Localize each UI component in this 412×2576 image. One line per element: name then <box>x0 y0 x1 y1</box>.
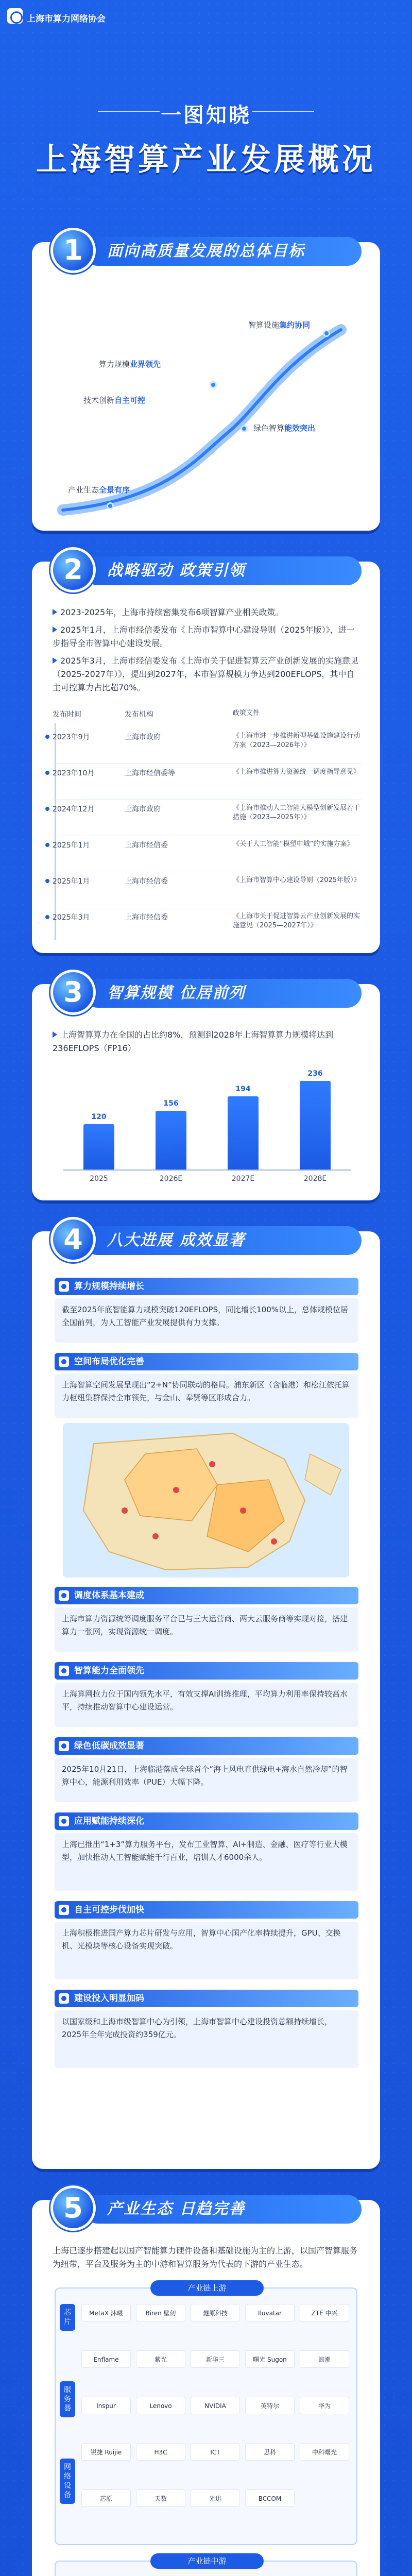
policy-row <box>53 732 362 759</box>
policy-bullet-text: 2025年1月，上海市经信委发布《上海市智算中心建设导则（2025年版）》，进一步指导全市智算中心建设发展。 <box>53 625 355 648</box>
ecosystem-category: 芯 片 <box>60 2304 75 2331</box>
chart-value-label: 194 <box>235 1085 251 1094</box>
section-3-title: 智算规模 位居前列 <box>83 979 362 1008</box>
company-logo: 光迅 <box>191 2489 240 2507</box>
progress-item-body: 上海算网拉力位于国内领先水平，有效支撑AI训练推理，平均算力利用率保持较高水平，持续推动智算中心建设运营。 <box>55 1683 358 1727</box>
map-graphic <box>63 1423 349 1578</box>
policy-doc: 《上海市智算中心建设导则（2025年版）》 <box>233 876 360 884</box>
goal-dot <box>323 330 330 337</box>
progress-item-body: 上海已推出“1+3”算力服务平台，发布工业智算、AI+制造、金融、医疗等行业大模型，加快推动人工智能赋能千行百业，培训人才6000余人。 <box>55 1833 358 1891</box>
timeline-dot <box>45 879 49 883</box>
progress-item-title-text: 自主可控步伐加快 <box>74 1905 144 1915</box>
company-logo: NVIDIA <box>191 2397 240 2414</box>
shanghai-map <box>63 1423 349 1578</box>
goal-dot <box>107 502 114 510</box>
policy-org: 上海市经信委 <box>125 877 168 886</box>
progress-item-body: 2025年10月21日，上海临港落成全球首个“海上风电直供绿电+海水自然冷却”的智算中心，能源利用效率（PUE）大幅下降。 <box>55 1758 358 1802</box>
company-logo: ICT <box>191 2443 240 2461</box>
goal-prefix: 技术创新 <box>83 396 115 405</box>
chart-bar <box>156 1111 186 1170</box>
computing-scale-chart <box>53 1061 362 1190</box>
company-logo: 中科曙光 <box>300 2443 349 2461</box>
section-4-card <box>32 1223 380 2169</box>
progress-item-title <box>55 1587 358 1604</box>
application-icon <box>59 1816 69 1826</box>
policy-date: 2023年10月 <box>53 769 95 777</box>
investment-icon <box>59 1993 69 2004</box>
section-1-title: 面向高质量发展的总体目标 <box>83 237 362 266</box>
section-2-card <box>32 553 380 953</box>
section-2-title: 战略驱动 政策引领 <box>83 556 362 585</box>
section-2-header <box>50 547 362 590</box>
section-3-number: 3 <box>50 970 96 1015</box>
progress-item-title-text: 算力规模持续增长 <box>74 1281 144 1292</box>
hero-title: 上海智算产业发展概况 <box>36 142 376 178</box>
ecosystem-group <box>55 2556 357 2576</box>
policy-bullet <box>53 606 362 619</box>
chart-bar <box>300 1081 331 1170</box>
leaf-icon <box>59 1741 69 1751</box>
progress-item-title-text: 空间布局优化完善 <box>74 1357 144 1367</box>
progress-item-body: 截至2025年底智能算力规模突破120EFLOPS，同比增长100%以上，总体规模位居全国前列，为人工智能产业发展提供有力支撑。 <box>55 1298 358 1343</box>
progress-item-title-text: 智算能力全面领先 <box>74 1666 144 1676</box>
goal-prefix: 产业生态 <box>68 485 99 495</box>
arrow-icon <box>53 626 57 633</box>
policy-org: 上海市经信委 <box>125 913 168 922</box>
company-logo: 浪潮 <box>300 2350 349 2368</box>
goal-prefix: 算力规模 <box>99 360 130 369</box>
section-4-header <box>50 1217 362 1260</box>
company-logo: 新华三 <box>191 2350 240 2368</box>
chip-icon <box>59 1281 69 1292</box>
company-logo: BCCOM <box>245 2489 295 2507</box>
chart-value-label: 236 <box>307 1069 323 1078</box>
progress-item-title <box>55 1353 358 1370</box>
policy-org: 上海市政府 <box>125 733 161 741</box>
progress-item-title <box>55 1662 358 1680</box>
ecosystem-category: 服 务 器 <box>60 2381 75 2417</box>
policy-date: 2025年1月 <box>53 841 90 850</box>
company-logo: 华为 <box>300 2397 349 2414</box>
chart-category-label: 2028E <box>303 1175 327 1183</box>
section-4-title: 八大进展 成效显著 <box>83 1226 362 1255</box>
progress-item-body: 以国家级和上海市级智算中心为引领，上海市智算中心建设投资总额持续增长，2025年全年完成投资约359亿元。 <box>55 2010 358 2068</box>
section-5-header <box>50 2185 362 2229</box>
progress-item-title <box>55 1812 358 1830</box>
chart-value-label: 120 <box>91 1113 107 1122</box>
progress-item-body: 上海市算力资源统筹调度服务平台已与三大运营商、两大云服务商等实现对接，搭建算力一张网，实现资源统一调度。 <box>55 1607 358 1652</box>
company-logo: 燧原科技 <box>191 2304 240 2321</box>
org-name: 上海市算力网络协会 <box>27 14 106 24</box>
goal-label <box>68 484 130 495</box>
arrow-icon <box>53 1031 57 1038</box>
timeline-dot <box>45 807 49 811</box>
section-5-number: 5 <box>50 2185 96 2231</box>
goal-accent: 自主可控 <box>114 396 146 405</box>
hero-kicker: 一图知晓 <box>161 104 251 127</box>
policy-date: 2023年9月 <box>53 733 90 741</box>
arrow-icon <box>53 609 57 615</box>
col-doc-header: 政策文件 <box>233 709 260 717</box>
ecosystem-category: 网 络 设 备 <box>60 2459 75 2504</box>
goal-label <box>83 395 145 405</box>
policy-doc: 《关于人工智能“模塑申城”的实施方案》 <box>233 840 354 848</box>
chart-category-label: 2025 <box>90 1175 108 1183</box>
policy-date: 2025年3月 <box>53 913 90 922</box>
association-logo-icon <box>7 8 23 24</box>
company-logo: Enflame <box>81 2350 131 2368</box>
policy-bullet-text: 2023-2025年，上海市持续密集发布6项智算产业相关政策。 <box>60 607 284 617</box>
timeline-dot <box>45 843 49 847</box>
ecosystem-group-tag: 产业链上游 <box>150 2280 264 2296</box>
company-logo: Iluvatar <box>245 2304 295 2321</box>
section-1-header <box>50 228 362 271</box>
company-logo: Lenovo <box>136 2397 185 2414</box>
goal-prefix: 智算设施 <box>248 320 280 330</box>
section-3-header <box>50 970 362 1013</box>
company-logo: Biren 壁仞 <box>136 2304 185 2321</box>
company-logo: 紫光 <box>136 2350 185 2368</box>
company-logo: 曙光 Sugon <box>245 2350 295 2368</box>
timeline-dot <box>45 735 49 739</box>
chart-category-label: 2027E <box>231 1175 255 1183</box>
progress-item-title <box>55 1737 358 1755</box>
company-logo: H3C <box>136 2443 185 2461</box>
policy-doc: 《上海市进一步推进新型基础设施建设行动方案（2023—2026年）》 <box>233 732 360 749</box>
chart-bar <box>83 1124 114 1170</box>
goal-accent: 集约协同 <box>279 320 311 330</box>
goal-accent: 能效突出 <box>284 423 316 433</box>
company-logo: 天数 <box>136 2489 185 2507</box>
scale-summary-text: 上海智算算力在全国的占比约8%，预测到2028年上海智算算力规模将达到236EFLOPS（FP16） <box>53 1030 334 1053</box>
section-3-card <box>32 976 380 1200</box>
company-logo: 芯原 <box>81 2489 131 2507</box>
section-2-number: 2 <box>50 547 96 592</box>
cpu-icon <box>59 1666 69 1676</box>
progress-item-body: 上海积极推进国产算力芯片研发与应用，智算中心国产化率持续提升，GPU、交换机、光模块等核心设备实现突破。 <box>55 1922 358 1979</box>
goal-prefix: 绿色智算 <box>253 423 285 433</box>
section-4-number: 4 <box>50 1217 96 1262</box>
company-logo: 思科 <box>245 2443 295 2461</box>
timeline-dot <box>45 915 49 919</box>
goal-dot <box>210 381 217 388</box>
policy-row <box>53 804 362 832</box>
progress-item-title <box>55 1990 358 2007</box>
section-1-card <box>32 234 380 531</box>
goal-label <box>99 359 161 369</box>
company-logo: 锐捷 Ruijie <box>81 2443 131 2461</box>
policy-row <box>53 768 362 795</box>
policy-bullet-text: 2025年3月，上海市经信委发布《上海市关于促进智算云产业创新发展的实施意见（2025-2027年）》，提出到2027年，本市智算规模力争达到200EFLOPS，其中自主可控算力占比超70%。 <box>53 656 358 692</box>
goal-accent: 业界领先 <box>130 360 161 369</box>
progress-item-title-text: 建设投入明显加码 <box>74 1993 144 2004</box>
arrow-icon <box>53 657 57 664</box>
progress-item-title-text: 应用赋能持续深化 <box>74 1816 144 1826</box>
progress-item-title <box>55 1278 358 1295</box>
scale-summary <box>53 1028 362 1055</box>
timeline-dot <box>45 771 49 775</box>
company-logo: 英特尔 <box>245 2397 295 2414</box>
policy-doc: 《上海市关于促进智算云产业创新发展的实施意见（2025—2027年）》 <box>233 912 360 929</box>
company-logo: MetaX 沐曦 <box>81 2304 131 2321</box>
shield-icon <box>59 1905 69 1915</box>
section-5-title: 产业生态 日趋完善 <box>83 2195 362 2224</box>
policy-table-header <box>53 709 362 722</box>
policy-org: 上海市政府 <box>125 805 161 814</box>
section-1-number: 1 <box>50 228 96 273</box>
progress-item-title-text: 绿色低碳成效显著 <box>74 1741 144 1751</box>
goal-label <box>253 422 315 433</box>
network-icon <box>59 1590 69 1601</box>
goal-accent: 全景有序 <box>99 485 130 495</box>
section-5-card <box>32 2192 380 2576</box>
progress-item-title <box>55 1901 358 1919</box>
chart-category-label: 2026E <box>159 1175 183 1183</box>
company-logo: Inspur <box>81 2397 131 2414</box>
goal-label <box>248 319 310 330</box>
policy-row <box>53 876 362 904</box>
chart-bar <box>228 1096 259 1170</box>
policy-org: 上海市经信委 <box>125 841 168 850</box>
header <box>0 0 412 32</box>
progress-item-title-text: 调度体系基本建成 <box>74 1590 144 1601</box>
ecosystem-group-tag: 产业链中游 <box>150 2553 264 2569</box>
policy-date: 2024年12月 <box>53 805 95 814</box>
policy-row <box>53 912 362 940</box>
company-logo: ZTE 中兴 <box>300 2304 349 2321</box>
policy-bullet <box>53 654 362 694</box>
policy-bullet <box>53 623 362 650</box>
policy-date: 2025年1月 <box>53 877 90 886</box>
policy-row <box>53 840 362 868</box>
chart-value-label: 156 <box>163 1099 179 1108</box>
ecosystem-intro: 上海已逐步搭建起以国产智能算力硬件设备和基础设施为主的上游，以国产智算服务为纽带，平台及服务为主的中游和智算服务为代表的下游的产业生态。 <box>53 2246 358 2269</box>
chart-x-axis <box>63 1170 351 1171</box>
policy-doc: 《上海市推动人工智能大模型创新发展若干措施（2023—2025年）》 <box>233 804 360 821</box>
col-date-header: 发布时间 <box>53 710 81 719</box>
goal-dot <box>241 425 248 432</box>
ecosystem-group <box>55 2283 357 2545</box>
policy-doc: 《上海市推进算力资源统一调度指导意见》 <box>233 768 360 776</box>
progress-item-body: 上海智算空间发展呈现出“2+N”协同联动的格局。浦东新区（含临港）和松江依托算力枢纽集群保持全市领先，与金山、奉贤等区形成合力。 <box>55 1374 358 1418</box>
col-org-header: 发布机构 <box>125 710 153 719</box>
policy-org: 上海市经信委等 <box>125 769 175 777</box>
map-pin-icon <box>59 1357 69 1367</box>
